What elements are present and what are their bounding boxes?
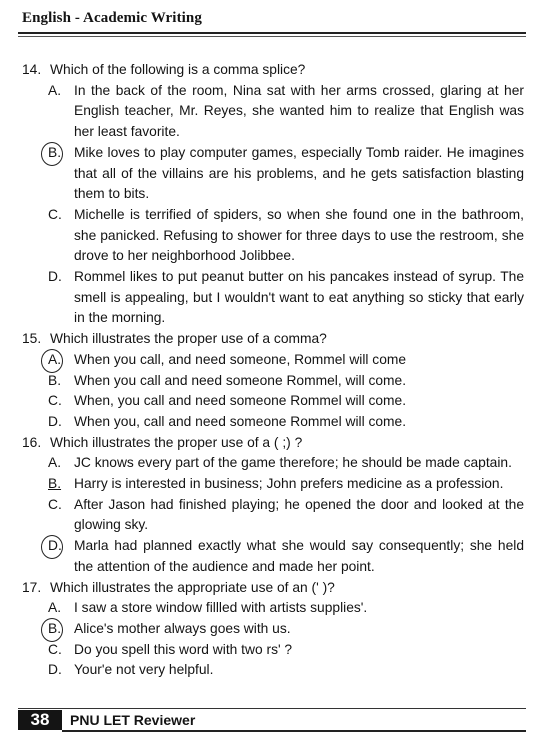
option-letter: C. bbox=[48, 496, 62, 512]
question-text: Which illustrates the proper use of a ( ;) ? bbox=[50, 434, 303, 450]
question-text: Which of the following is a comma splice? bbox=[50, 62, 306, 77]
option-17-c bbox=[0, 640, 540, 661]
option-17-a bbox=[0, 598, 540, 619]
question-text: Which illustrates the proper use of a comma? bbox=[50, 331, 327, 347]
option-text: Marla had planned exactly what she would say consequently; she held the attention of the audience and made her point. bbox=[74, 538, 524, 574]
header-rule bbox=[18, 32, 526, 34]
option-14-a bbox=[0, 81, 540, 143]
option-14-b-circled bbox=[0, 143, 540, 205]
option-15-a-circled bbox=[0, 350, 540, 371]
option-text: JC knows every part of the game therefore; he should be made captain. bbox=[74, 455, 512, 471]
option-text: When, you call and need someone Rommel will come. bbox=[74, 393, 407, 409]
footer-title: PNU LET Reviewer bbox=[70, 712, 196, 728]
option-text: Do you spell this word with two rs' ? bbox=[74, 641, 293, 657]
option-text: When you call and need someone Rommel, will come. bbox=[74, 372, 407, 388]
option-text: Michelle is terrified of spiders, so when she found one in the bathroom, she panicked. Refusing to shower for three days to use the restroom, she drove to her neighborhood Jolibbee. bbox=[74, 206, 524, 264]
option-text: Rommel likes to put peanut butter on his pancakes instead of syrup. The smell is appealing, but I wouldn't want to eat anything so sticky that early in the morning. bbox=[74, 269, 524, 326]
option-text: When you call, and need someone, Rommel will come bbox=[74, 351, 407, 367]
option-letter: C. bbox=[48, 206, 62, 222]
option-letter: D. bbox=[48, 269, 62, 285]
option-letter: C. bbox=[48, 641, 62, 657]
option-letter: B. bbox=[48, 619, 61, 640]
option-letter: C. bbox=[48, 393, 62, 409]
option-letter: A. bbox=[48, 455, 62, 471]
option-letter: A. bbox=[48, 82, 62, 98]
option-text: Alice's mother always goes with us. bbox=[74, 620, 291, 636]
option-16-d-circled bbox=[0, 536, 540, 577]
option-text: After Jason had finished playing; he opened the door and looked at the glowing sky. bbox=[74, 496, 524, 533]
option-text: In the back of the room, Nina sat with her arms crossed, glaring at her English teacher, Mr. Reyes, she wanted him to realize that English was her least favorite. bbox=[74, 82, 524, 140]
question-stem bbox=[0, 433, 540, 454]
option-letter: D. bbox=[48, 413, 62, 429]
option-letter: D. bbox=[48, 536, 62, 557]
question-text: Which illustrates the appropriate use of an (' )? bbox=[50, 579, 335, 595]
question-list bbox=[0, 60, 540, 681]
question-15 bbox=[0, 329, 540, 433]
option-letter: B. bbox=[48, 476, 62, 492]
option-14-d bbox=[0, 267, 540, 329]
option-15-b bbox=[0, 371, 540, 392]
question-number: 14. bbox=[22, 62, 42, 77]
option-17-b-circled bbox=[0, 619, 540, 640]
option-letter: A. bbox=[48, 350, 61, 371]
option-letter: B. bbox=[48, 143, 61, 164]
option-14-c bbox=[0, 205, 540, 267]
option-text: Your'e not very helpful. bbox=[74, 662, 214, 678]
option-letter: A. bbox=[48, 600, 62, 616]
page-number: 38 bbox=[18, 710, 62, 730]
option-text: Harry is interested in business; John prefers medicine as a profession. bbox=[74, 476, 504, 492]
question-16 bbox=[0, 433, 540, 578]
question-14 bbox=[0, 60, 540, 329]
footer-rule bbox=[18, 708, 526, 709]
option-17-d bbox=[0, 660, 540, 681]
header-title: English - Academic Writing bbox=[22, 10, 202, 26]
question-stem bbox=[0, 578, 540, 599]
option-16-a bbox=[0, 453, 540, 474]
header-rule-thin bbox=[18, 36, 526, 37]
option-15-d bbox=[0, 412, 540, 433]
option-16-b bbox=[0, 474, 540, 495]
option-15-c bbox=[0, 391, 540, 412]
option-letter: B. bbox=[48, 372, 62, 388]
option-letter: D. bbox=[48, 662, 62, 678]
question-number: 16. bbox=[22, 434, 42, 450]
option-text: When you, call and need someone Rommel will come. bbox=[74, 413, 407, 429]
question-stem bbox=[0, 329, 540, 350]
option-text: I saw a store window fillled with artists supplies'. bbox=[74, 600, 368, 616]
option-text: Mike loves to play computer games, especially Tomb raider. He imagines that all of the villains are his problems, and he gets satisfaction blasting them to bits. bbox=[74, 144, 524, 202]
question-number: 15. bbox=[22, 331, 42, 347]
option-16-c bbox=[0, 495, 540, 536]
question-number: 17. bbox=[22, 579, 42, 595]
question-17 bbox=[0, 578, 540, 682]
footer-rule-thick bbox=[62, 730, 526, 732]
question-stem bbox=[0, 60, 540, 81]
